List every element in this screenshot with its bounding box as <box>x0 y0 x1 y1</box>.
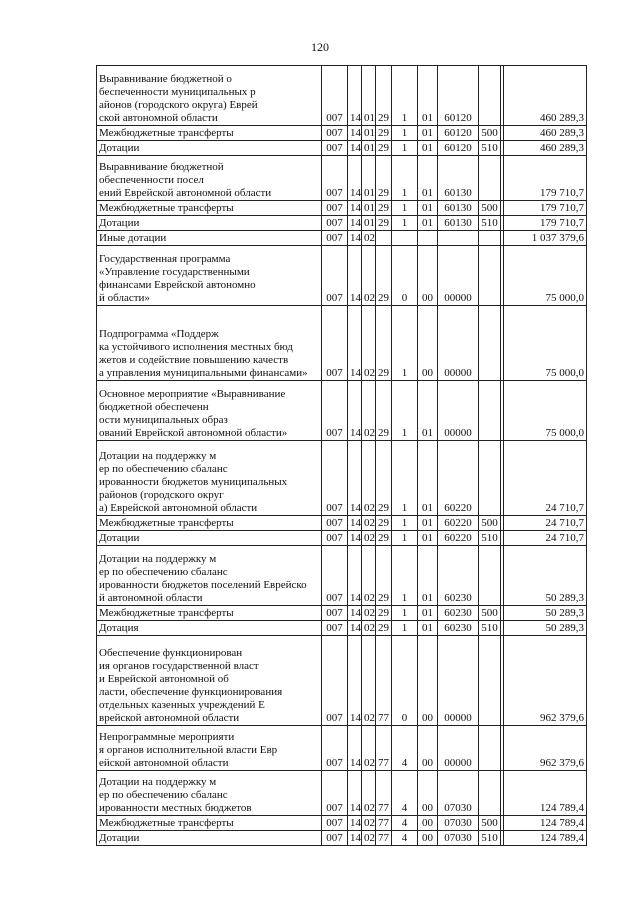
table-row <box>97 546 587 606</box>
code-pr: 02 <box>362 441 376 516</box>
code-csr1: 77 <box>376 831 392 846</box>
code-rz: 14 <box>348 546 362 606</box>
row-sum: 179 710,7 <box>504 156 587 201</box>
code-ved: 007 <box>322 816 348 831</box>
code-vr: 500 <box>479 606 501 621</box>
code-ved: 007 <box>322 126 348 141</box>
row-name: Выравнивание бюджетной о беспеченности муниципальных р айонов (городского округа) Еврей ской автономной области <box>97 66 322 126</box>
code-pr: 01 <box>362 216 376 231</box>
code-vr <box>479 771 501 816</box>
code-csr4: 60220 <box>438 531 479 546</box>
code-csr2: 1 <box>392 201 418 216</box>
code-csr2: 1 <box>392 531 418 546</box>
code-csr3: 01 <box>418 381 438 441</box>
code-rz: 14 <box>348 201 362 216</box>
row-name: Основное мероприятие «Выравнивание бюджетной обеспеченн ости муниципальных образ ований Еврейской автономной области» <box>97 381 322 441</box>
code-csr1: 29 <box>376 381 392 441</box>
code-csr4: 07030 <box>438 831 479 846</box>
code-csr2: 1 <box>392 621 418 636</box>
code-csr1: 77 <box>376 816 392 831</box>
code-vr: 500 <box>479 516 501 531</box>
table-row <box>97 231 587 246</box>
code-csr1: 29 <box>376 246 392 306</box>
code-csr3: 00 <box>418 726 438 771</box>
table-row <box>97 306 587 381</box>
code-csr1: 29 <box>376 531 392 546</box>
code-pr: 02 <box>362 636 376 726</box>
page-number: 120 <box>311 40 329 54</box>
code-csr2: 1 <box>392 216 418 231</box>
code-pr: 02 <box>362 606 376 621</box>
row-name: Межбюджетные трансферты <box>97 816 322 831</box>
code-rz: 14 <box>348 726 362 771</box>
code-csr3: 01 <box>418 516 438 531</box>
code-csr2: 1 <box>392 126 418 141</box>
code-ved: 007 <box>322 306 348 381</box>
table-row <box>97 201 587 216</box>
code-ved: 007 <box>322 636 348 726</box>
code-csr2: 4 <box>392 831 418 846</box>
code-ved: 007 <box>322 606 348 621</box>
code-csr3: 00 <box>418 771 438 816</box>
code-csr3: 01 <box>418 201 438 216</box>
code-vr <box>479 546 501 606</box>
code-csr1: 29 <box>376 201 392 216</box>
budget-table <box>96 65 587 846</box>
row-sum: 75 000,0 <box>504 306 587 381</box>
code-vr <box>479 246 501 306</box>
code-ved: 007 <box>322 141 348 156</box>
row-name: Межбюджетные трансферты <box>97 201 322 216</box>
row-sum: 124 789,4 <box>504 816 587 831</box>
row-sum: 179 710,7 <box>504 201 587 216</box>
code-pr: 02 <box>362 831 376 846</box>
code-pr: 02 <box>362 726 376 771</box>
row-name: Дотации на поддержку м ер по обеспечению сбаланс ированности бюджетов муниципальных районов (городского округ а) Еврейской автономной области <box>97 441 322 516</box>
code-vr: 500 <box>479 126 501 141</box>
row-name: Иные дотации <box>97 231 322 246</box>
code-csr3: 00 <box>418 816 438 831</box>
code-csr3: 00 <box>418 306 438 381</box>
code-csr2: 1 <box>392 441 418 516</box>
code-csr4 <box>438 231 479 246</box>
code-csr4: 07030 <box>438 771 479 816</box>
code-pr: 02 <box>362 306 376 381</box>
code-csr3: 01 <box>418 126 438 141</box>
row-name: Обеспечение функционирован ия органов государственной власт и Еврейской автономной об ласти, обеспечение функционирования отдельных казенных учреждений Е врейской автономной области <box>97 636 322 726</box>
row-sum: 962 379,6 <box>504 636 587 726</box>
code-ved: 007 <box>322 771 348 816</box>
row-sum: 50 289,3 <box>504 621 587 636</box>
row-name: Подпрограмма «Поддерж ка устойчивого исполнения местных бюд жетов и содействие повышению качеств а управления муниципальными финансами» <box>97 306 322 381</box>
table-row <box>97 831 587 846</box>
code-csr4: 00000 <box>438 246 479 306</box>
code-pr: 01 <box>362 126 376 141</box>
row-name: Дотации <box>97 216 322 231</box>
code-ved: 007 <box>322 201 348 216</box>
code-csr4: 00000 <box>438 636 479 726</box>
table-row <box>97 636 587 726</box>
code-pr: 02 <box>362 531 376 546</box>
code-csr4: 60130 <box>438 216 479 231</box>
code-csr1: 77 <box>376 726 392 771</box>
row-sum: 460 289,3 <box>504 66 587 126</box>
code-csr2: 1 <box>392 381 418 441</box>
code-csr1: 77 <box>376 771 392 816</box>
code-csr3: 01 <box>418 606 438 621</box>
code-rz: 14 <box>348 831 362 846</box>
row-name: Дотации <box>97 141 322 156</box>
row-sum: 75 000,0 <box>504 381 587 441</box>
code-rz: 14 <box>348 771 362 816</box>
code-csr1 <box>376 231 392 246</box>
code-csr4: 60130 <box>438 156 479 201</box>
code-rz: 14 <box>348 381 362 441</box>
row-name: Государственная программа «Управление государственными финансами Еврейской автономно й области» <box>97 246 322 306</box>
code-csr1: 29 <box>376 606 392 621</box>
code-csr2: 4 <box>392 726 418 771</box>
code-pr: 01 <box>362 156 376 201</box>
code-csr2 <box>392 231 418 246</box>
code-csr1: 29 <box>376 156 392 201</box>
code-csr1: 29 <box>376 66 392 126</box>
code-ved: 007 <box>322 381 348 441</box>
code-csr4: 60130 <box>438 201 479 216</box>
code-rz: 14 <box>348 516 362 531</box>
row-name: Межбюджетные трансферты <box>97 606 322 621</box>
code-ved: 007 <box>322 516 348 531</box>
code-rz: 14 <box>348 126 362 141</box>
code-csr3: 00 <box>418 831 438 846</box>
row-name: Непрограммные мероприяти я органов исполнительной власти Евр ейской автономной области <box>97 726 322 771</box>
row-name: Межбюджетные трансферты <box>97 516 322 531</box>
table-row <box>97 621 587 636</box>
code-csr2: 1 <box>392 606 418 621</box>
code-csr4: 60120 <box>438 126 479 141</box>
code-csr2: 1 <box>392 546 418 606</box>
code-ved: 007 <box>322 726 348 771</box>
code-rz: 14 <box>348 816 362 831</box>
code-csr4: 60230 <box>438 606 479 621</box>
row-name: Дотации на поддержку м ер по обеспечению сбаланс ированности бюджетов поселений Еврейско й автономной области <box>97 546 322 606</box>
code-rz: 14 <box>348 621 362 636</box>
row-sum: 1 037 379,6 <box>504 231 587 246</box>
code-csr3: 01 <box>418 546 438 606</box>
row-sum: 24 710,7 <box>504 441 587 516</box>
code-csr1: 29 <box>376 621 392 636</box>
code-rz: 14 <box>348 531 362 546</box>
table-row <box>97 156 587 201</box>
row-name: Дотации на поддержку м ер по обеспечению сбаланс ированности местных бюджетов <box>97 771 322 816</box>
code-csr2: 4 <box>392 816 418 831</box>
row-sum: 124 789,4 <box>504 771 587 816</box>
table-row <box>97 66 587 126</box>
code-vr <box>479 441 501 516</box>
code-csr3: 01 <box>418 441 438 516</box>
code-rz: 14 <box>348 606 362 621</box>
code-pr: 01 <box>362 141 376 156</box>
code-csr4: 60230 <box>438 621 479 636</box>
table-row <box>97 126 587 141</box>
row-name: Дотации <box>97 531 322 546</box>
code-vr: 510 <box>479 141 501 156</box>
code-csr4: 07030 <box>438 816 479 831</box>
table-row <box>97 441 587 516</box>
code-csr1: 29 <box>376 141 392 156</box>
row-name: Дотации <box>97 831 322 846</box>
code-vr <box>479 636 501 726</box>
code-ved: 007 <box>322 246 348 306</box>
code-vr: 500 <box>479 816 501 831</box>
code-csr4: 60220 <box>438 516 479 531</box>
table-row <box>97 816 587 831</box>
row-sum: 75 000,0 <box>504 246 587 306</box>
code-vr: 500 <box>479 201 501 216</box>
code-csr3: 01 <box>418 141 438 156</box>
table-row <box>97 771 587 816</box>
row-sum: 124 789,4 <box>504 831 587 846</box>
row-sum: 179 710,7 <box>504 216 587 231</box>
code-rz: 14 <box>348 246 362 306</box>
code-pr: 02 <box>362 816 376 831</box>
code-vr <box>479 381 501 441</box>
code-csr3: 01 <box>418 156 438 201</box>
code-pr: 02 <box>362 546 376 606</box>
row-sum: 460 289,3 <box>504 126 587 141</box>
table-row <box>97 726 587 771</box>
code-csr2: 4 <box>392 771 418 816</box>
row-sum: 24 710,7 <box>504 516 587 531</box>
code-ved: 007 <box>322 216 348 231</box>
code-csr4: 60220 <box>438 441 479 516</box>
code-csr4: 00000 <box>438 726 479 771</box>
row-sum: 50 289,3 <box>504 546 587 606</box>
code-ved: 007 <box>322 231 348 246</box>
row-name: Межбюджетные трансферты <box>97 126 322 141</box>
code-rz: 14 <box>348 231 362 246</box>
code-vr: 510 <box>479 216 501 231</box>
code-ved: 007 <box>322 441 348 516</box>
code-pr: 01 <box>362 66 376 126</box>
code-pr: 02 <box>362 771 376 816</box>
code-vr <box>479 306 501 381</box>
code-csr2: 1 <box>392 156 418 201</box>
table-row <box>97 141 587 156</box>
code-vr <box>479 66 501 126</box>
code-rz: 14 <box>348 306 362 381</box>
code-rz: 14 <box>348 156 362 201</box>
code-csr1: 29 <box>376 306 392 381</box>
code-ved: 007 <box>322 531 348 546</box>
code-rz: 14 <box>348 141 362 156</box>
table-row <box>97 516 587 531</box>
code-csr3: 00 <box>418 246 438 306</box>
code-csr1: 29 <box>376 516 392 531</box>
code-csr2: 0 <box>392 636 418 726</box>
code-vr <box>479 726 501 771</box>
code-csr3: 00 <box>418 636 438 726</box>
row-sum: 460 289,3 <box>504 141 587 156</box>
code-csr2: 1 <box>392 516 418 531</box>
code-csr4: 00000 <box>438 306 479 381</box>
table-body <box>97 66 587 846</box>
code-ved: 007 <box>322 831 348 846</box>
code-csr2: 1 <box>392 141 418 156</box>
code-csr4: 00000 <box>438 381 479 441</box>
code-csr3: 01 <box>418 216 438 231</box>
code-csr4: 60120 <box>438 141 479 156</box>
code-csr2: 1 <box>392 306 418 381</box>
code-rz: 14 <box>348 216 362 231</box>
code-ved: 007 <box>322 66 348 126</box>
code-csr1: 29 <box>376 546 392 606</box>
code-csr2: 0 <box>392 246 418 306</box>
row-sum: 50 289,3 <box>504 606 587 621</box>
row-name: Выравнивание бюджетной обеспеченности посел ений Еврейской автономной области <box>97 156 322 201</box>
table-row <box>97 531 587 546</box>
code-vr: 510 <box>479 531 501 546</box>
code-csr2: 1 <box>392 66 418 126</box>
table-row <box>97 606 587 621</box>
code-csr3: 01 <box>418 621 438 636</box>
code-csr1: 77 <box>376 636 392 726</box>
row-sum: 962 379,6 <box>504 726 587 771</box>
code-rz: 14 <box>348 636 362 726</box>
code-csr4: 60120 <box>438 66 479 126</box>
code-ved: 007 <box>322 156 348 201</box>
code-pr: 02 <box>362 621 376 636</box>
row-name: Дотация <box>97 621 322 636</box>
code-pr: 01 <box>362 201 376 216</box>
code-pr: 02 <box>362 246 376 306</box>
code-csr3 <box>418 231 438 246</box>
code-ved: 007 <box>322 546 348 606</box>
table-row <box>97 216 587 231</box>
table-row <box>97 246 587 306</box>
code-csr4: 60230 <box>438 546 479 606</box>
code-vr: 510 <box>479 831 501 846</box>
code-vr <box>479 231 501 246</box>
code-ved: 007 <box>322 621 348 636</box>
code-pr: 02 <box>362 231 376 246</box>
code-vr <box>479 156 501 201</box>
code-vr: 510 <box>479 621 501 636</box>
code-csr1: 29 <box>376 216 392 231</box>
table-row <box>97 381 587 441</box>
code-pr: 02 <box>362 516 376 531</box>
code-csr3: 01 <box>418 531 438 546</box>
code-pr: 02 <box>362 381 376 441</box>
code-csr3: 01 <box>418 66 438 126</box>
code-rz: 14 <box>348 66 362 126</box>
code-csr1: 29 <box>376 126 392 141</box>
code-rz: 14 <box>348 441 362 516</box>
row-sum: 24 710,7 <box>504 531 587 546</box>
code-csr1: 29 <box>376 441 392 516</box>
